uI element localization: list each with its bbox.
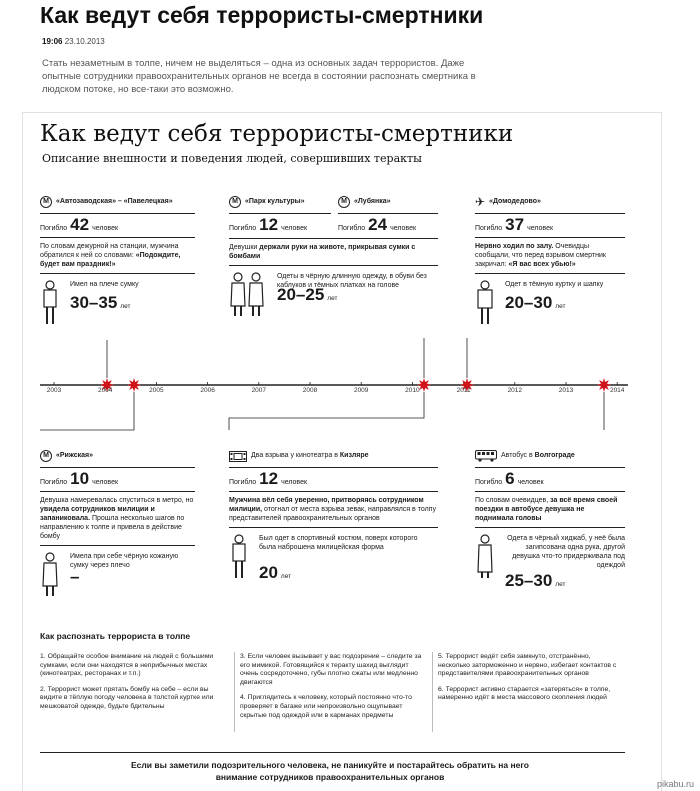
year-label: 2011 [456, 387, 471, 394]
female-figure-icon [475, 534, 495, 580]
tips-column-2 [240, 653, 422, 727]
year-label: 2013 [558, 387, 574, 394]
event-appearance [40, 545, 195, 603]
metro-icon: М [40, 196, 52, 208]
infographic-subtitle: Описание внешности и поведения людей, совершивших теракты [42, 152, 422, 165]
event-location: Автобус в Волгограде [501, 452, 575, 460]
people-label: человек [92, 225, 119, 232]
year-label: 2006 [200, 387, 215, 394]
tips-divider [234, 652, 235, 732]
event-description: Девушка намеревалась спуститься в метро, но увидела сотрудников милиции и запаниковала. Прошла несколько шагов по направлению к толпе и привела в действие бомбу [40, 497, 194, 540]
killed-count: 10 [70, 469, 90, 488]
event-rizhskaya [40, 448, 195, 603]
event-kizlyar [229, 448, 438, 597]
appearance-text: Одеты в чёрную длинную одежду, в обуви без каблуков и тёмных платках на голове [277, 273, 427, 289]
event-description: Девушки держали руки на животе, прикрывая сумки с бомбами [229, 244, 416, 260]
killed-label: Погибло [40, 225, 68, 232]
age-range: 30–35 лет [70, 293, 131, 312]
tip-item: 4. Приглядитесь к человеку, который постоянно что-то проверяет в багаже или непроизвольно ощупывает скрытые под одеждой или в карманах предметы [240, 694, 412, 719]
appearance-text: Имела при себе чёрную кожаную сумку через плечо [70, 553, 179, 569]
tip-item: 3. Если человек вызывает у вас подозрение – следите за его мимикой. Готовящийся к теракту шахид выглядит очень сосредоточено, губы плотно сжаты или медленно двигаются [240, 653, 422, 686]
event-location: «Парк культуры» [245, 198, 305, 206]
event-casualties: Погибло 10 человек [40, 469, 119, 488]
event-volgograd [475, 448, 625, 607]
year-label: 2004 [97, 387, 113, 394]
article-time: 19:06 [42, 37, 63, 46]
killed-count: 6 [505, 469, 515, 488]
metro-icon: М [229, 196, 241, 208]
year-label: 2009 [353, 387, 369, 394]
event-description: Нервно ходил по залу. Очевидцы сообщали, что перед взрывом смертник закричал: «Я вас всех убью!» [475, 243, 606, 268]
footer-warning: Если вы заметили подозрительного человека, не паникуйте и постарайтесь обратить на него внимание сотрудников правоохранительных органов [131, 760, 529, 782]
plane-icon: ✈ [475, 195, 486, 209]
age-range: 20–25 лет [277, 285, 338, 304]
event-description: По словам очевидцев, за всё время своей поездки в автобусе девушка не поднимала головы [475, 497, 618, 522]
age-range: 25–30 лет [505, 571, 566, 590]
year-label: 2010 [405, 387, 420, 394]
event-description: Мужчина вёл себя уверенно, притворяясь сотрудником милиции, отогнал от места взрыва зевак, направлялся в толпу представителей правоохранительных органов [229, 497, 436, 522]
tip-item: 6. Террорист активно старается «затеряться» в толпе, намеренно идёт в места массового скопления людей [438, 685, 611, 702]
appearance-text: Одет в тёмную куртку и шапку [505, 281, 604, 288]
tip-item: 2. Террорист может прятать бомбу на себе – если вы видите в тёплую погоду человека в толстой куртке или мешковатой одежде, будьте бдительны [40, 685, 214, 710]
appearance-text: Был одет в спортивный костюм, поверх которого была наброшена милицейская форма [259, 535, 418, 551]
metro-icon: М [338, 196, 350, 208]
bus-icon [475, 450, 497, 462]
watermark: pikabu.ru [656, 779, 694, 789]
year-label: 2005 [149, 387, 164, 394]
tips-column-3 [438, 653, 623, 710]
tip-item: 5. Террорист ведёт себя замкнуто, отстранённо, несколько заторможенно и нервно, избегает контактов с представителями правоохранительных органов [438, 653, 617, 678]
year-label: 2007 [251, 387, 267, 394]
tips-column-1 [40, 653, 222, 719]
killed-count: 12 [259, 215, 279, 234]
event-location: «Рижская» [56, 452, 94, 460]
event-casualties: Погибло 24 человек [338, 215, 417, 234]
tip-item: 1. Обращайте особое внимание на людей с большими сумками, если они находятся в неприбычных местах (кинотеатрах, ресторанах и т.п.) [40, 653, 214, 678]
event-description: По словам дежурной на станции, мужчина обратился к ней со словами: «Подождите, будет вам праздник!» [40, 243, 181, 268]
year-label: 2014 [609, 387, 625, 394]
event-appearance [475, 527, 625, 607]
age-range: – [70, 567, 80, 586]
film-icon [229, 451, 247, 462]
event-location: «Автозаводская» – «Павелецкая» [56, 198, 173, 206]
appearance-text: Имел на плече сумку [70, 281, 139, 288]
year-label: 2012 [507, 387, 523, 394]
tips-title: Как распознать террориста в толпе [40, 631, 191, 641]
event-casualties: Погибло 6 человек [475, 469, 544, 488]
event-location: «Домодедово» [489, 198, 541, 206]
male-figure-icon [229, 534, 249, 580]
article-date: 23.10.2013 [64, 37, 105, 46]
event-casualties: Погибло 12 человек [229, 215, 308, 234]
female-figure-icon [40, 552, 60, 598]
event-appearance [229, 527, 438, 597]
article-lead: Стать незаметным в толпе, ничем не выделяться – одна из основных задач террористов. Даже опытные сотрудники правоохранительных органов не всегда в состоянии распознать смертника в людском потоке, но все-таки это возможно. [42, 58, 476, 95]
metro-icon: М [40, 450, 52, 462]
killed-count: 42 [70, 215, 90, 234]
appearance-text: Одета в чёрный хиджаб, у неё была загипсована одна рука, другой девушка что-то придерживала под одеждой [507, 535, 625, 569]
article-title: Как ведут себя террористы-смертники [40, 2, 484, 28]
tips-divider [432, 652, 433, 732]
year-label: 2003 [46, 387, 62, 394]
infographic-title: Как ведут себя террористы-смертники [40, 121, 514, 147]
event-casualties: Погибло 37 человек [475, 215, 554, 234]
killed-count: 12 [259, 469, 279, 488]
footer-divider [40, 752, 625, 753]
event-location: «Лубянка» [354, 198, 391, 206]
age-range: 20 лет [259, 563, 292, 582]
event-location: Два взрыва у кинотеатра в Кизляре [251, 452, 369, 460]
age-range: 20–30 лет [505, 293, 566, 312]
killed-count: 24 [368, 215, 388, 234]
year-label: 2008 [302, 387, 318, 394]
event-casualties: Погибло 12 человек [229, 469, 308, 488]
killed-count: 37 [505, 215, 525, 234]
